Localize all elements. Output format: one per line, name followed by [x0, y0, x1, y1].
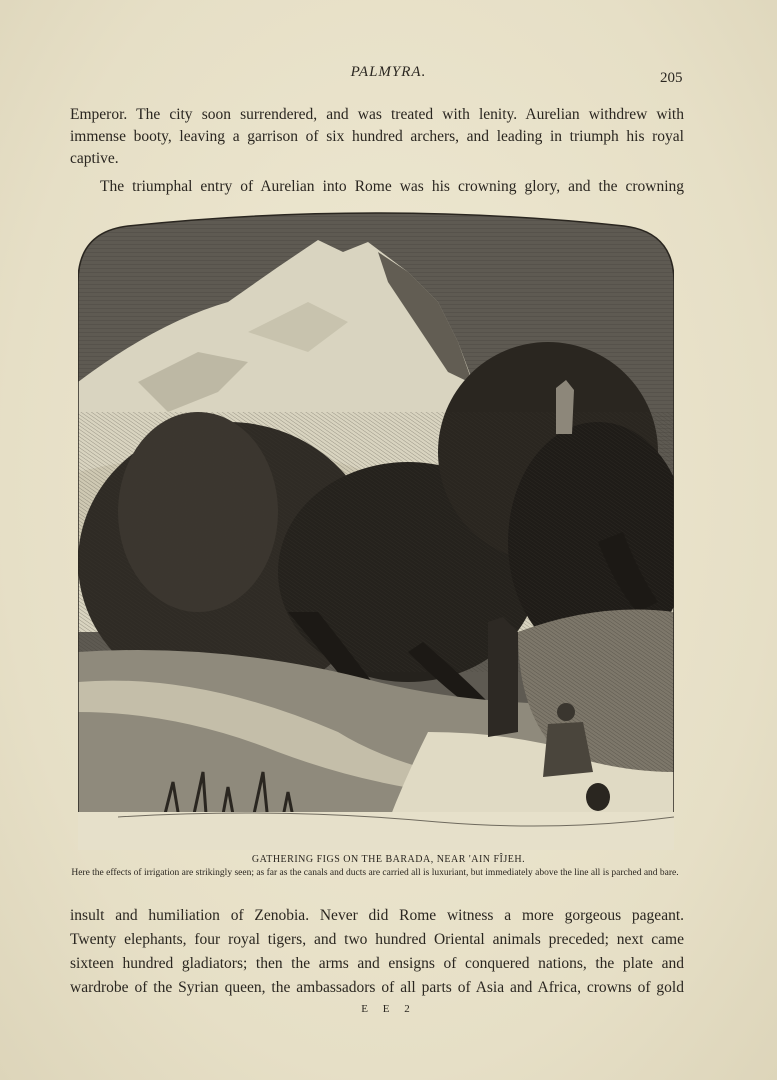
paragraph-3-line-4: wardrobe of the Syrian queen, the ambassadors of all parts of Asia and Africa, crowns of gold [70, 979, 684, 996]
figure-caption-text: Here the effects of irrigation are strikingly seen; as far as the canals and ducts are carried all is luxuriant, but immediately above the line all is parched and bare. [71, 868, 679, 878]
page-number: 205 [660, 70, 683, 86]
paragraph-1-line-2: immense booty, leaving a garrison of six hundred archers, and leading in triumph his royal [70, 128, 684, 145]
figure-caption-title: GATHERING FIGS ON THE BARADA, NEAR 'AIN FÎJEH. [251, 854, 526, 865]
signature-mark: E E 2 [361, 1003, 416, 1015]
paragraph-3-line-2: Twenty elephants, four royal tigers, and two hundred Oriental animals preceded; next came [70, 931, 684, 948]
paragraph-3-line-3: sixteen hundred gladiators; then the arms and ensigns of conquered nations, the plate and [70, 955, 684, 972]
paragraph-3-line-1: insult and humiliation of Zenobia. Never did Rome witness a more gorgeous pageant. [70, 907, 684, 924]
paragraph-1-line-1: Emperor. The city soon surrendered, and was treated with lenity. Aurelian withdrew with [70, 106, 684, 123]
paragraph-1-line-3: captive. [70, 150, 119, 167]
engraving-illustration [78, 212, 674, 850]
running-head: PALMYRA. [350, 64, 427, 80]
paragraph-2: The triumphal entry of Aurelian into Rome was his crowning glory, and the crowning [100, 178, 684, 195]
